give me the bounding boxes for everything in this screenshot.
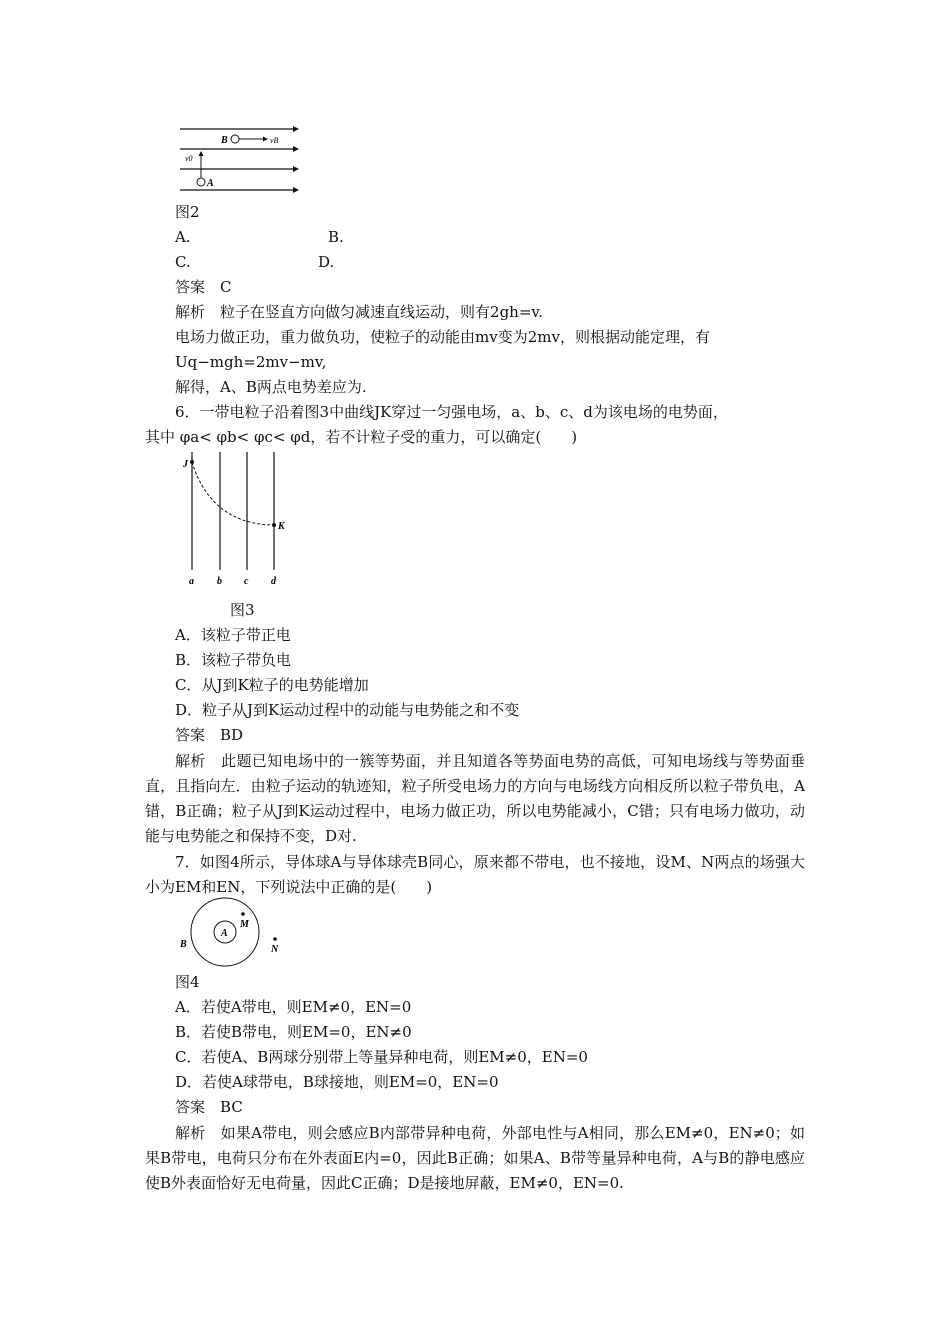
q7-option-b: B．若使B带电，则EM=0，EN≠0 [175,1023,412,1041]
figure-2 [175,124,300,194]
q7-stem: 7．如图4所示，导体球A与导体球壳B同心，原来都不带电，也不接地，设M、N两点的场强大小为EM和EN，下列说法中正确的是( ) [145,853,805,896]
q6-answer [175,724,243,746]
fig2-label-vb: vB [270,136,279,145]
fig4-caption: 图4 [175,973,200,991]
fig4-label-b: B [180,939,187,950]
q6-answer-value: BD [220,726,244,744]
fig3-label-k: K [278,521,285,532]
q5-analysis-line-3: Uq−mgh=2mv−mv, [175,353,327,371]
q5-option-d: D. [318,253,335,271]
fig3-label-j: J [183,459,188,470]
fig4-label-m: M [240,919,249,930]
q6-stem-line-2: 其中 φa< φb< φc< φd，若不计粒子受的重力，可以确定( ) [145,428,578,446]
q5-option-a: A. [175,228,191,246]
q5-option-c: C. [175,253,191,271]
fig2-caption: 图2 [175,203,200,221]
fig3-caption: 图3 [230,601,255,619]
q5-analysis-line-4: 解得，A、B两点电势差应为. [175,378,367,396]
q7-analysis: 解析 如果A带电，则会感应B内部带异种电荷，外部电性与A相同，那么EM≠0，EN≠0；如果B带电，电荷只分布在外表面E内=0，因此B正确；如果A、B带等量异种电荷，A与B的静电感应使B外表面恰好无电荷量，因此C正确；D是接地屏蔽，EM≠0，EN=0. [145,1124,805,1192]
q6-option-c: C．从J到K粒子的电势能增加 [175,676,369,694]
q7-option-c: C．若使A、B两球分别带上等量异种电荷，则EM≠0，EN=0 [175,1048,588,1066]
q5-answer-label: 答案 [175,278,206,296]
fig3-label-b: b [217,576,222,587]
q5-answer-value: C [220,278,232,296]
q6-option-a: A．该粒子带正电 [175,626,291,644]
fig4-label-n: N [271,944,279,955]
q5-analysis-text-1: 粒子在竖直方向做匀减速直线运动，则有2gh=v. [220,303,543,321]
q5-option-b: B. [328,228,344,246]
q7-answer-label: 答案 [175,1098,206,1116]
q6-analysis: 解析 此题已知电场中的一簇等势面，并且知道各等势面电势的高低，可知电场线与等势面垂直，且指向左．由粒子运动的轨迹知，粒子所受电场力的方向与电场线方向相反所以粒子带负电，A错，B正确；粒子从J到K运动过程中，电场力做正功，所以电势能减小，C错；只有电场力做功，动能与电势能之和保持不变，D对. [145,752,805,845]
q5-analysis-label: 解析 [175,303,206,321]
fig2-label-v0: v0 [185,154,193,163]
fig3-label-c: c [244,576,249,587]
fig2-label-a: A [207,178,214,189]
q5-analysis-line-1 [175,301,543,323]
q6-answer-label: 答案 [175,726,206,744]
q7-answer [175,1096,243,1118]
q7-answer-value: BC [220,1098,243,1116]
q5-answer [175,276,232,298]
fig2-label-b: B [221,135,228,146]
q6-stem-line-1: 6．一带电粒子沿着图3中曲线JK穿过一匀强电场，a、b、c、d为该电场的电势面， [175,403,728,421]
q6-option-d: D．粒子从J到K运动过程中的动能与电势能之和不变 [175,701,520,719]
q7-option-d: D．若使A球带电，B球接地，则EM=0，EN=0 [175,1073,499,1091]
fig3-label-a: a [189,576,194,587]
fig4-label-a: A [221,928,228,939]
figure-4 [175,896,295,968]
figure-3 [180,450,290,590]
q7-option-a: A．若使A带电，则EM≠0，EN=0 [175,998,412,1016]
q5-analysis-line-2: 电场力做正功，重力做负功，使粒子的动能由mv变为2mv，则根据动能定理，有 [175,328,710,346]
fig3-label-d: d [271,576,276,587]
q6-option-b: B．该粒子带负电 [175,651,292,669]
